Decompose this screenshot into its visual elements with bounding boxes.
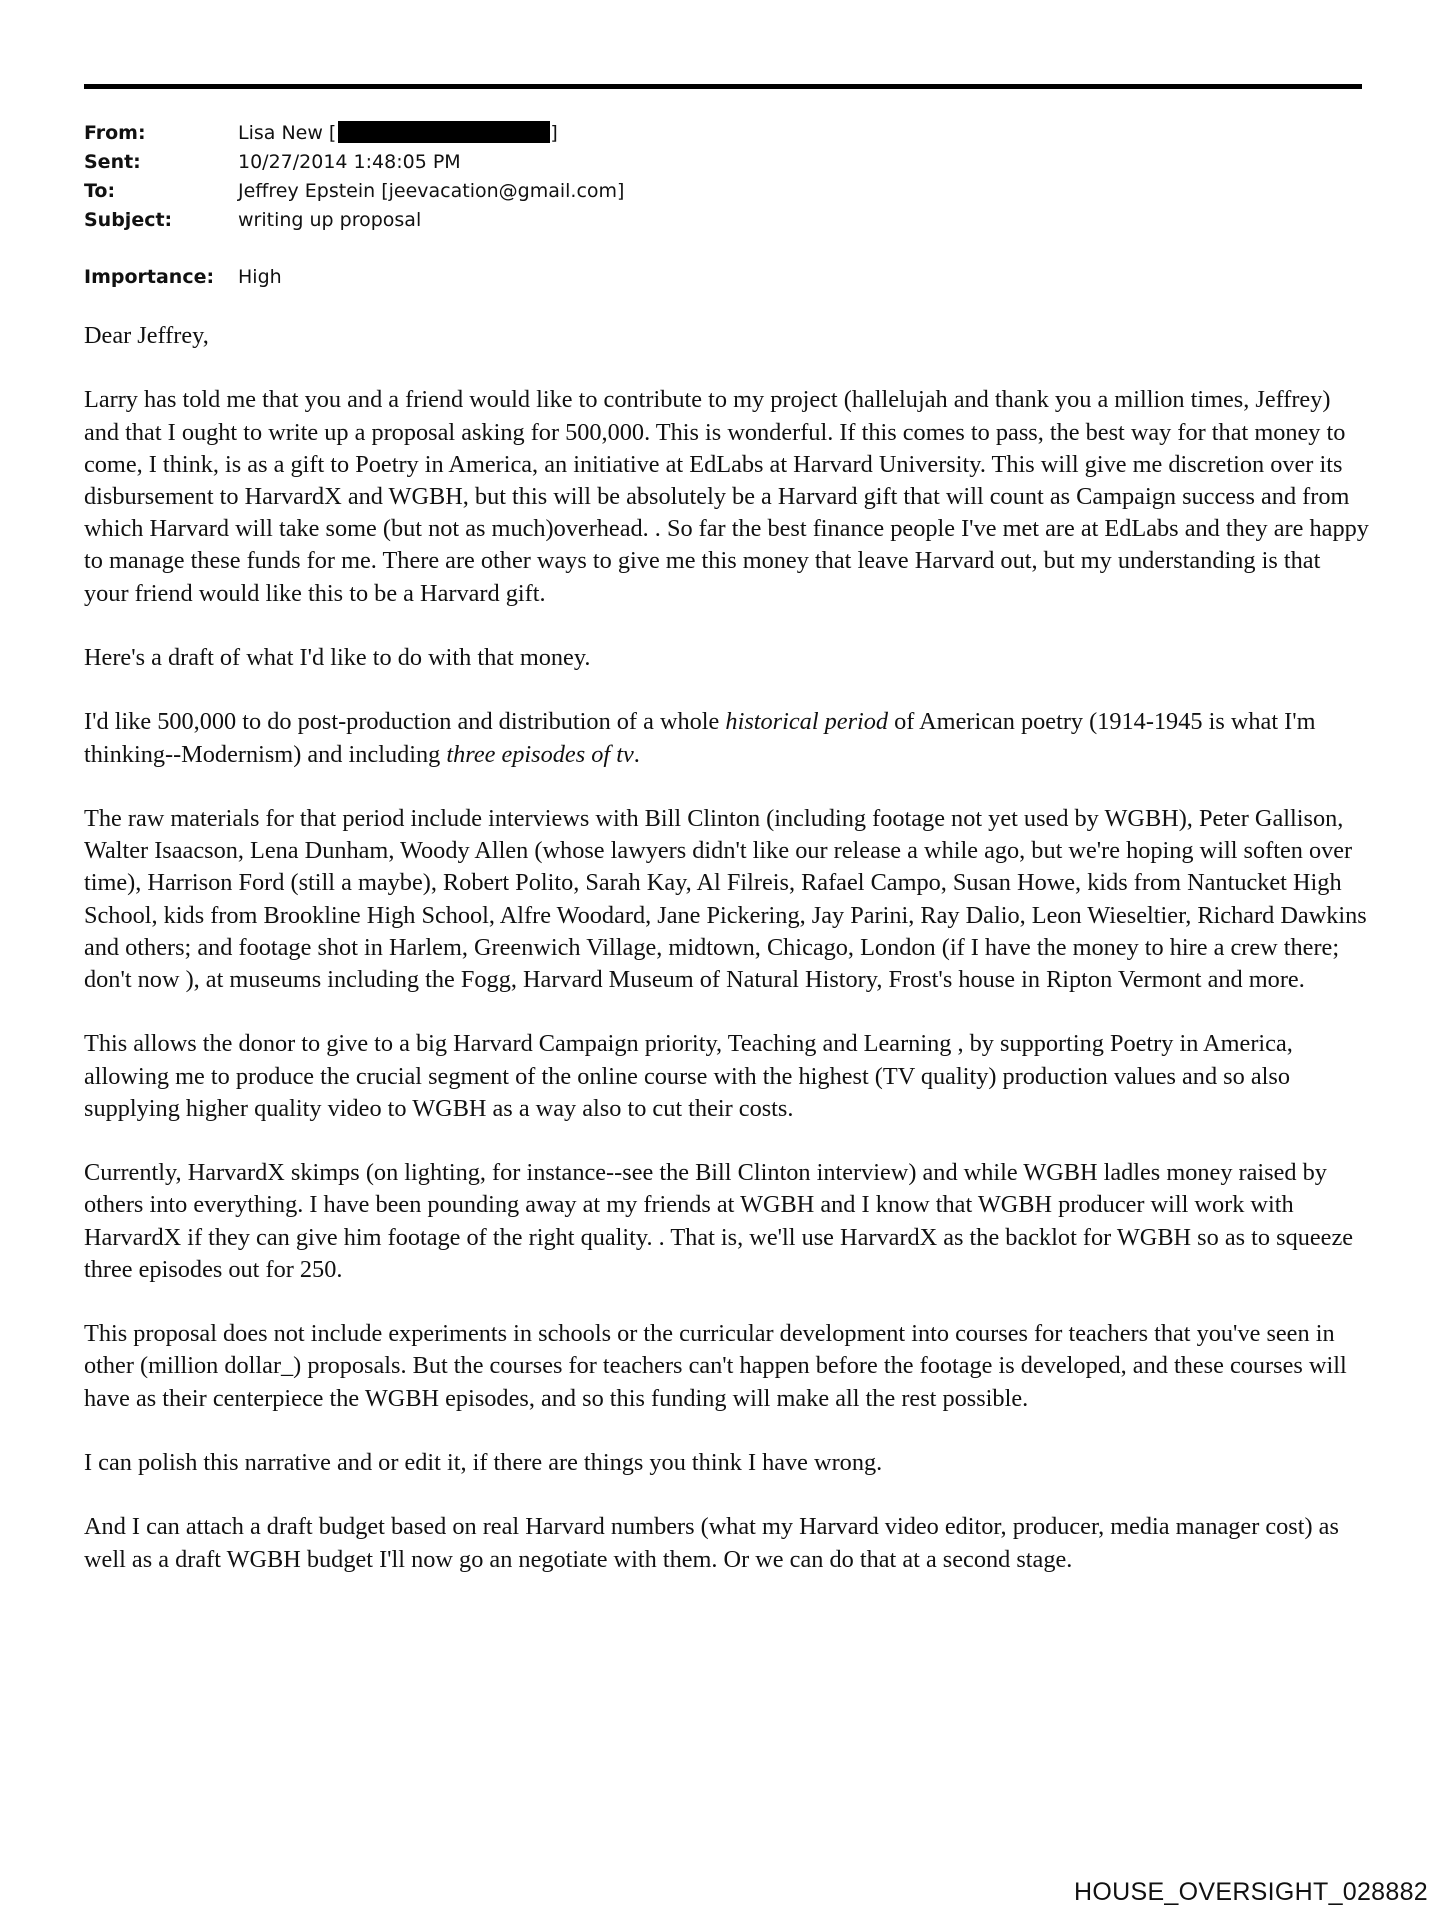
email-body	[84, 320, 1369, 1608]
body-paragraph-8: I can polish this narrative and or edit it, if there are things you think I have wrong.	[84, 1448, 883, 1476]
p3-emphasis-three-episodes: three episodes of tv	[446, 740, 634, 768]
p3-text-e: .	[633, 740, 640, 768]
sent-row	[84, 147, 1362, 176]
p3-text-a: I'd like 500,000 to do post-production and distribution of a whole	[84, 708, 726, 736]
body-paragraph-7: This proposal does not include experiments in schools or the curricular development into courses for teachers that you've seen in other (million dollar_) proposals. But the courses for teachers can't happen before the footage is developed, and these courses will have as their centerpiece the WGBH episodes, and so this funding will make all the rest possible.	[84, 1320, 1347, 1412]
sent-value: 10/27/2014 1:48:05 PM	[238, 150, 461, 173]
p3-emphasis-historical-period: historical period	[725, 708, 889, 736]
body-paragraph-6: Currently, HarvardX skimps (on lighting, for instance--see the Bill Clinton interview) and while WGBH ladles money raised by others into everything. I have been pounding away at my friends at WGBH and I know that WGBH producer will work with HarvardX if they can give him footage of the right quality. . That is, we'll use HarvardX as the backlot for WGBH so as to squeeze three episodes out for 250.	[84, 1159, 1354, 1283]
p3-text-c: of American poetry (1914-1945 is what I'm thinking--Modernism) and including	[84, 708, 1316, 768]
importance-label: Importance:	[84, 265, 215, 288]
subject-value: writing up proposal	[238, 208, 422, 231]
redaction-box	[338, 121, 550, 143]
to-row	[84, 176, 1362, 205]
body-paragraph-2: Here's a draft of what I'd like to do with that money.	[84, 644, 591, 671]
greeting: Dear Jeffrey,	[84, 322, 209, 349]
sent-label: Sent:	[84, 150, 141, 173]
header-rule	[84, 84, 1362, 89]
subject-row	[84, 205, 1362, 234]
importance-row	[84, 262, 1362, 291]
subject-label: Subject:	[84, 208, 173, 231]
body-paragraph-1: Larry has told me that you and a friend would like to contribute to my project (hallelujah and thank you a million times, Jeffrey) and that I ought to write up a proposal asking for 500,000. This is wonderful. If this comes to pass, the best way for that money to come, I think, is as a gift to Poetry in America, an initiative at EdLabs at Harvard University. This will give me discretion over its disbursement to HarvardX and WGBH, but this will be absolutely be a Harvard gift that will count as Campaign success and from which Harvard will take some (but not as much)overhead. . So far the best finance people I've met are at EdLabs and they are happy to manage these funds for me. There are other ways to give me this money that leave Harvard out, but my understanding is that your friend would like this to be a Harvard gift.	[84, 386, 1369, 607]
to-label: To:	[84, 179, 116, 202]
to-value: Jeffrey Epstein [jeevacation@gmail.com]	[238, 179, 625, 202]
email-header	[84, 118, 1362, 291]
from-close-bracket: ]	[550, 122, 558, 144]
body-paragraph-4: The raw materials for that period include interviews with Bill Clinton (including footage not yet used by WGBH), Peter Gallison, Walter Isaacson, Lena Dunham, Woody Allen (whose lawyers didn't like our release a while ago, but we're hoping will soften over time), Harrison Ford (still a maybe), Robert Polito, Sarah Kay, Al Filreis, Rafael Campo, Susan Howe, kids from Nantucket High School, kids from Brookline High School, Alfre Woodard, Jane Pickering, Jay Parini, Ray Dalio, Leon Wieseltier, Richard Dawkins and others; and footage shot in Harlem, Greenwich Village, midtown, Chicago, London (if I have the money to hire a crew there; don't now ), at museums including the Fogg, Harvard Museum of Natural History, Frost's house in Ripton Vermont and more.	[84, 804, 1367, 993]
from-name: Lisa New [	[238, 122, 337, 144]
from-value	[238, 121, 1362, 144]
from-label: From:	[84, 121, 146, 144]
bates-number: HOUSE_OVERSIGHT_028882	[1074, 1878, 1428, 1906]
from-row	[84, 118, 1362, 147]
importance-value: High	[238, 265, 282, 288]
body-paragraph-3	[84, 706, 1369, 770]
body-paragraph-9: And I can attach a draft budget based on real Harvard numbers (what my Harvard video editor, producer, media manager cost) as well as a draft WGBH budget I'll now go an negotiate with them. Or we can do that at a second stage.	[84, 1513, 1339, 1573]
body-paragraph-5: This allows the donor to give to a big Harvard Campaign priority, Teaching and Learning , by supporting Poetry in America, allowing me to produce the crucial segment of the online course with the highest (TV quality) production values and so also supplying higher quality video to WGBH as a way also to cut their costs.	[84, 1030, 1293, 1122]
